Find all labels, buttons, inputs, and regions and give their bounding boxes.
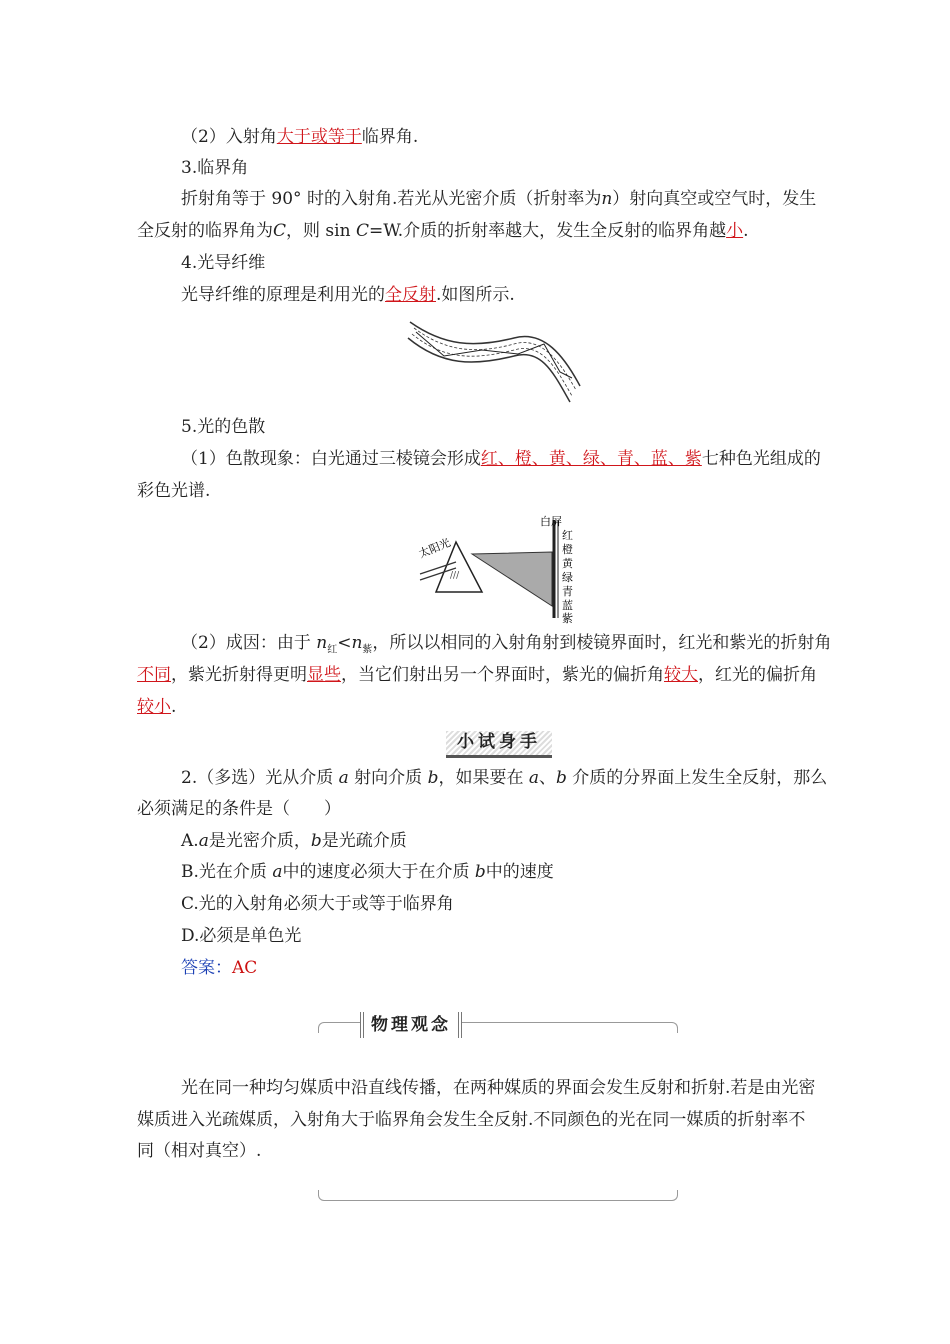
screen-label: 白屏 (540, 515, 562, 528)
option-b: B.光在介质 a中的速度必须大于在介质 b中的速度 (181, 862, 554, 882)
prism-dispersion-diagram (416, 512, 586, 624)
sun-label: 太阳光 (416, 536, 453, 561)
answer-fill: 大于或等于 (276, 127, 362, 147)
section-heading: 3.临界角 (181, 158, 249, 178)
text-line (137, 220, 749, 242)
text: ，当它们射出另一个界面时，紫光的偏折角 (341, 665, 664, 685)
concept-text: 光在同一种均匀媒质中沿直线传播，在两种媒质的界面会发生反射和折射.若是由光密 (181, 1078, 816, 1098)
variable: C (355, 221, 369, 241)
text: ，则 sin (286, 221, 356, 241)
text: ）射向真空或空气时，发生 (612, 189, 817, 209)
text: 七种色光组成的 (701, 449, 821, 469)
color-label: 橙 (562, 543, 573, 556)
answer-fill: 较小 (137, 697, 171, 717)
text-line (181, 284, 515, 306)
question-line: 必须满足的条件是（ ） (137, 799, 341, 819)
text: 全反射的临界角为 (137, 221, 273, 241)
text: ，紫光折射得更明 (171, 665, 307, 685)
option-a: A.a是光密介质，b是光疏介质 (181, 831, 407, 851)
text: =W.介质的折射率越大，发生全反射的临界角越 (368, 221, 727, 241)
variable: C (273, 221, 287, 241)
answer-value: AC (232, 958, 258, 978)
variable: n (351, 633, 363, 653)
answer-fill: 全反射 (385, 285, 436, 305)
answer-fill: 小 (726, 221, 744, 241)
color-label: 紫 (562, 612, 573, 624)
text: . (743, 221, 749, 241)
text: 光导纤维的原理是利用光的 (181, 285, 385, 305)
text: .如图所示. (436, 285, 515, 305)
text-line (137, 696, 176, 718)
color-label: 黄 (562, 557, 573, 570)
option-d: D.必须是单色光 (181, 926, 302, 946)
variable: n (601, 189, 613, 209)
concept-title: 物理观念 (360, 1012, 462, 1038)
svg-text:///: /// (450, 571, 460, 581)
text: ，所以以相同的入射角射到棱镜界面时，红光和紫光的折射角 (372, 633, 832, 653)
section-heading: 4.光导纤维 (181, 253, 266, 273)
answer-fill: 显些 (307, 665, 341, 685)
text-line (181, 126, 418, 148)
color-label: 红 (562, 529, 573, 542)
subscript: 红 (327, 644, 338, 656)
section-heading: 5.光的色散 (181, 417, 266, 437)
variable: n (316, 633, 328, 653)
answer-fill: 红、橙、黄、绿、青、蓝、紫 (480, 449, 702, 469)
answer-fill: 不同 (137, 665, 171, 685)
concept-box-bottom (318, 1190, 678, 1201)
answer-fill: 较大 (664, 665, 698, 685)
concept-text: 同（相对真空）. (137, 1141, 262, 1161)
question-line: 2.（多选）光从介质 a 射向介质 b，如果要在 a、b 介质的分界面上发生全反射，那么 (181, 768, 828, 788)
answer-label: 答案： (181, 958, 232, 978)
text-line (181, 632, 831, 661)
text: （2）入射角 (181, 127, 277, 147)
color-label: 绿 (562, 571, 573, 584)
text: （1）色散现象：白光通过三棱镜会形成 (181, 449, 481, 469)
text-line (181, 448, 821, 470)
color-label: 蓝 (562, 599, 573, 612)
text: 折射角等于 90° 时的入射角.若光从光密介质（折射率为 (181, 189, 602, 209)
text: . (171, 697, 177, 717)
text: < (337, 633, 352, 653)
answer-line (181, 957, 257, 979)
text-line (137, 664, 817, 686)
color-label: 青 (562, 585, 573, 598)
section-badge: 小试身手 (446, 731, 552, 758)
subscript: 紫 (362, 644, 373, 656)
concept-text: 媒质进入光疏媒质，入射角大于临界角会发生全反射.不同颜色的光在同一媒质的折射率不 (137, 1110, 806, 1130)
text-line: 彩色光谱. (137, 481, 211, 501)
text: （2）成因：由于 (181, 633, 317, 653)
optical-fiber-diagram (404, 316, 588, 406)
text: ，红光的偏折角 (698, 665, 817, 685)
text: 临界角. (361, 127, 419, 147)
text-line (181, 188, 816, 210)
option-c: C.光的入射角必须大于或等于临界角 (181, 894, 454, 914)
